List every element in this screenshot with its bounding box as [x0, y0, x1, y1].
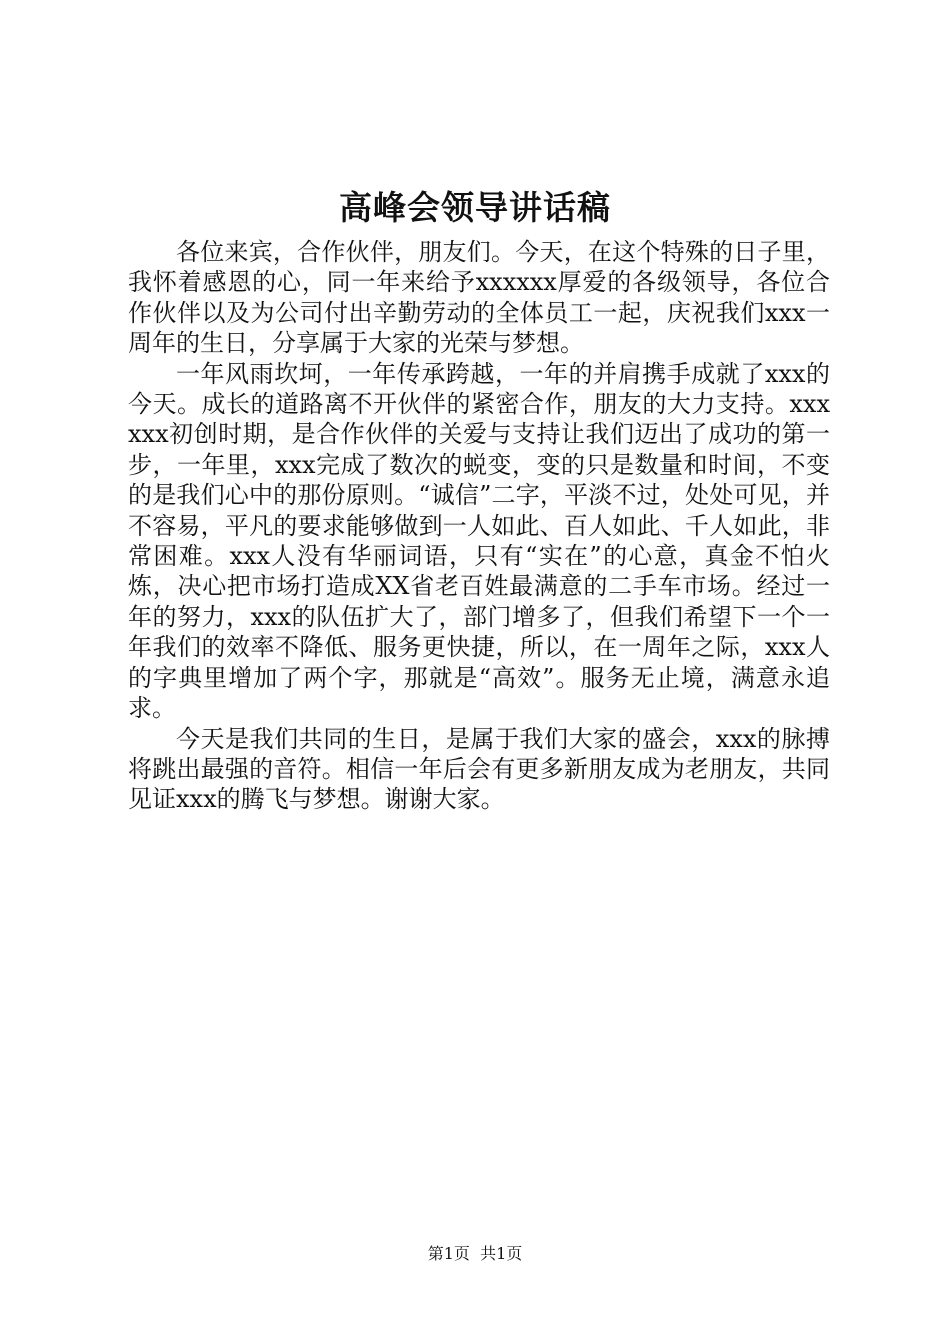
page-footer [0, 1242, 950, 1266]
paragraph-2: 一年风雨坎坷，一年传承跨越，一年的并肩携手成就了xxx的今天。成长的道路离不开伙伴的紧密合作，朋友的大力支持。xxxxxx初创时期，是合作伙伴的关爱与支持让我们迈出了成功的第一步，一年里，xxx完成了数次的蜕变，变的只是数量和时间，不变的是我们心中的那份原则。“诚信”二字，平淡不过，处处可见，并不容易，平凡的要求能够做到一人如此、百人如此、千人如此，非常困难。xxx人没有华丽词语，只有“实在”的心意，真金不怕火炼，决心把市场打造成XX省老百姓最满意的二手车市场。经过一年的努力，xxx的队伍扩大了，部门增多了，但我们希望下一个一年我们的效率不降低、服务更快捷，所以，在一周年之际，xxx人的字典里增加了两个字，那就是“高效”。服务无止境，满意永追求。 [128, 359, 830, 723]
footer-separator [470, 1244, 480, 1263]
document-body [128, 237, 830, 815]
page-number: 第1页 [427, 1244, 470, 1263]
page-total: 共1页 [480, 1244, 523, 1263]
document-title: 高峰会领导讲话稿 [339, 188, 611, 227]
paragraph-3: 今天是我们共同的生日，是属于我们大家的盛会，xxx的脉搏将跳出最强的音符。相信一年后会有更多新朋友成为老朋友，共同见证xxx的腾飞与梦想。谢谢大家。 [128, 724, 830, 814]
paragraph-1: 各位来宾，合作伙伴，朋友们。今天，在这个特殊的日子里，我怀着感恩的心，同一年来给予xxxxxx厚爱的各级领导，各位合作伙伴以及为公司付出辛勤劳动的全体员工一起，庆祝我们xxx一周年的生日，分享属于大家的光荣与梦想。 [128, 238, 830, 358]
